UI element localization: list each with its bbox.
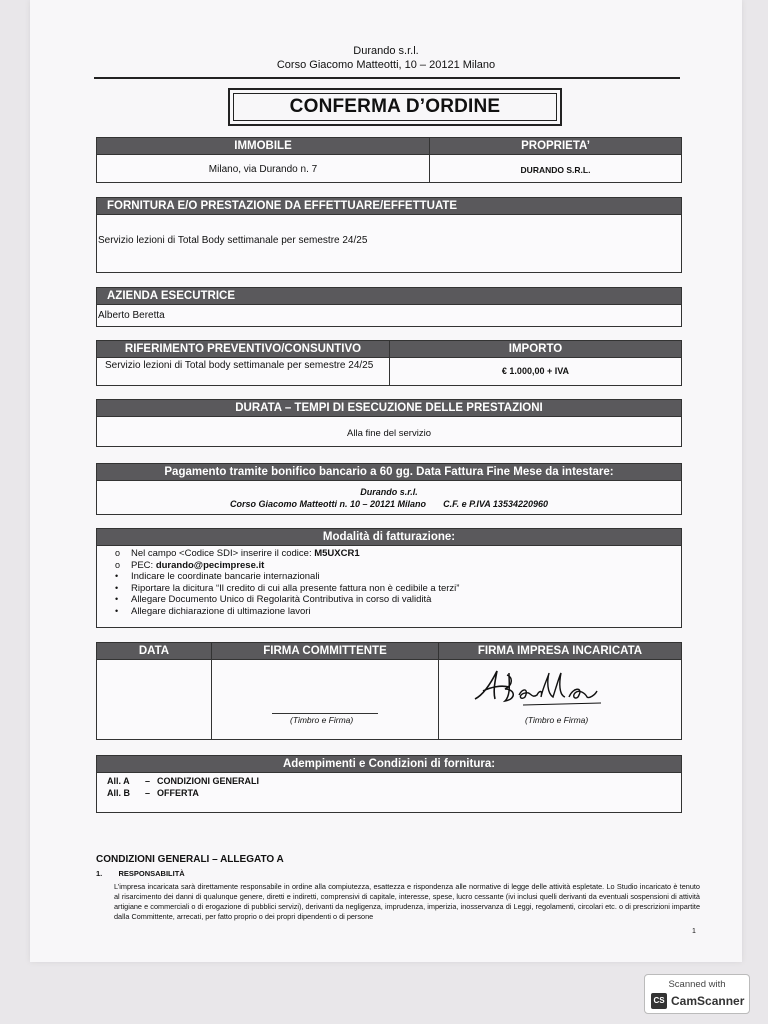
condizioni-text: L’impresa incaricata sarà direttamente responsabile in ordine alla compiutezza, esattezza e rispondenza alle normative di legge delle attività espletate. Lo Studio incaricato è tenuto al risarcimento dei danni di qualunque genere, diretti e indiretti, comprensivi di capitale, interesse, spese, lucro cessante (ivi inclusi quelli derivanti da eventuali sospensioni di attività artigiane e commerciali o di erogazione di pubblici servizi), derivanti da negligenza, imprudenza, imperizia, inosservanza di Leggi, regolamenti, circolari etc. o di prescrizioni impartite dalla Committente, arrecati, per fatto proprio o dei propri dipendenti o di persone xyxy=(114,882,700,921)
proprieta-column xyxy=(430,138,681,177)
section-number: 1. xyxy=(96,869,103,878)
signature-image xyxy=(469,665,619,713)
document-title: CONFERMA D’ORDINE xyxy=(233,93,557,121)
data-header: DATA xyxy=(97,643,211,660)
pagamento-line1: Durando s.r.l. xyxy=(360,487,418,497)
adempimenti-row: All. B – OFFERTA xyxy=(107,788,199,798)
immobile-value: Milano, via Durando n. 7 xyxy=(208,164,318,175)
immobile-column xyxy=(97,138,429,176)
pagamento-header: Pagamento tramite bonifico bancario a 60 gg. Data Fattura Fine Mese da intestare: xyxy=(97,464,681,481)
condizioni-title: CONDIZIONI GENERALI – ALLEGATO A xyxy=(96,854,284,865)
company-address: Corso Giacomo Matteotti, 10 – 20121 Milano xyxy=(276,59,496,71)
committente-signature-line xyxy=(272,713,378,714)
riferimento-value: Servizio lezioni di Total body settimanale per semestre 24/25 xyxy=(105,360,374,371)
condizioni-section-heading xyxy=(96,869,185,878)
immobile-header: IMMOBILE xyxy=(97,138,429,155)
section-title: RESPONSABILITÀ xyxy=(118,869,185,878)
camscanner-badge xyxy=(644,974,750,1014)
adempimenti-row: All. A – CONDIZIONI GENERALI xyxy=(107,776,260,786)
adempimenti-section xyxy=(96,755,682,813)
pagamento-section xyxy=(96,463,682,515)
fatturazione-item: o PEC: durando@pecimprese.it xyxy=(115,559,265,571)
signature-stroke xyxy=(569,689,597,698)
riferimento-header: RIFERIMENTO PREVENTIVO/CONSUNTIVO xyxy=(97,341,389,358)
fatturazione-header: Modalità di fatturazione: xyxy=(97,529,681,546)
proprieta-value: DURANDO S.R.L. xyxy=(520,165,591,175)
camscanner-brand: CamScanner xyxy=(671,994,745,1008)
fatturazione-item: o Nel campo <Codice SDI> inserire il codice: M5UXCR1 xyxy=(115,548,360,559)
title-box xyxy=(228,88,562,126)
importo-value: € 1.000,00 + IVA xyxy=(501,366,570,376)
immobile-proprieta-table xyxy=(96,137,682,183)
signature-underline xyxy=(523,703,601,705)
data-column xyxy=(97,643,211,660)
azienda-value: Alberto Beretta xyxy=(98,310,165,321)
durata-header: DURATA – TEMPI DI ESECUZIONE DELLE PRESTAZIONI xyxy=(97,400,681,417)
firme-table xyxy=(96,642,682,740)
company-name: Durando s.r.l. xyxy=(353,45,419,57)
committente-header: FIRMA COMMITTENTE xyxy=(212,643,438,660)
fatturazione-item: • Indicare le coordinate bancarie internazionali xyxy=(115,571,320,583)
adempimenti-header: Adempimenti e Condizioni di fornitura: xyxy=(97,756,681,773)
fatturazione-item: • Riportare la dicitura “Il credito di cui alla presente fattura non è cedibile a terzi” xyxy=(115,582,460,594)
fornitura-value: Servizio lezioni di Total Body settimanale per semestre 24/25 xyxy=(98,235,368,246)
pagamento-line2: Corso Giacomo Matteotti n. 10 – 20121 Milano xyxy=(229,499,427,509)
signature-stroke xyxy=(519,673,565,698)
fatturazione-section xyxy=(96,528,682,628)
scanned-with-text: Scanned with xyxy=(668,979,726,990)
impresa-header: FIRMA IMPRESA INCARICATA xyxy=(439,643,681,660)
azienda-header: AZIENDA ESECUTRICE xyxy=(97,288,681,305)
fornitura-section xyxy=(96,197,682,273)
header-rule xyxy=(94,77,680,79)
durata-section xyxy=(96,399,682,447)
adempimenti-list xyxy=(97,773,681,799)
fatturazione-item: • Allegare dichiarazione di ultimazione lavori xyxy=(115,605,311,617)
importo-column xyxy=(390,341,681,378)
fornitura-header: FORNITURA E/O PRESTAZIONE DA EFFETTUARE/EFFETTUATE xyxy=(97,198,681,215)
riferimento-column xyxy=(97,341,389,372)
importo-header: IMPORTO xyxy=(390,341,681,358)
durata-value: Alla fine del servizio xyxy=(347,428,431,439)
committente-column xyxy=(212,643,438,739)
azienda-section xyxy=(96,287,682,327)
document-page xyxy=(30,0,742,962)
fatturazione-list xyxy=(97,546,681,618)
pagamento-line2-wrapper xyxy=(97,498,681,510)
timbro-committente: (Timbro e Firma) xyxy=(290,715,354,725)
riferimento-importo-table xyxy=(96,340,682,386)
signature-stroke xyxy=(475,671,509,699)
pagamento-line2b: C.F. e P.IVA 13534220960 xyxy=(443,499,548,509)
camscanner-logo-icon: CS xyxy=(651,993,667,1009)
page-number: 1 xyxy=(692,928,696,935)
proprieta-header: PROPRIETA’ xyxy=(430,138,681,155)
impresa-column xyxy=(439,643,681,739)
timbro-impresa: (Timbro e Firma) xyxy=(525,715,589,725)
fatturazione-item: • Allegare Documento Unico di Regolarità Contributiva in corso di validità xyxy=(115,594,432,606)
